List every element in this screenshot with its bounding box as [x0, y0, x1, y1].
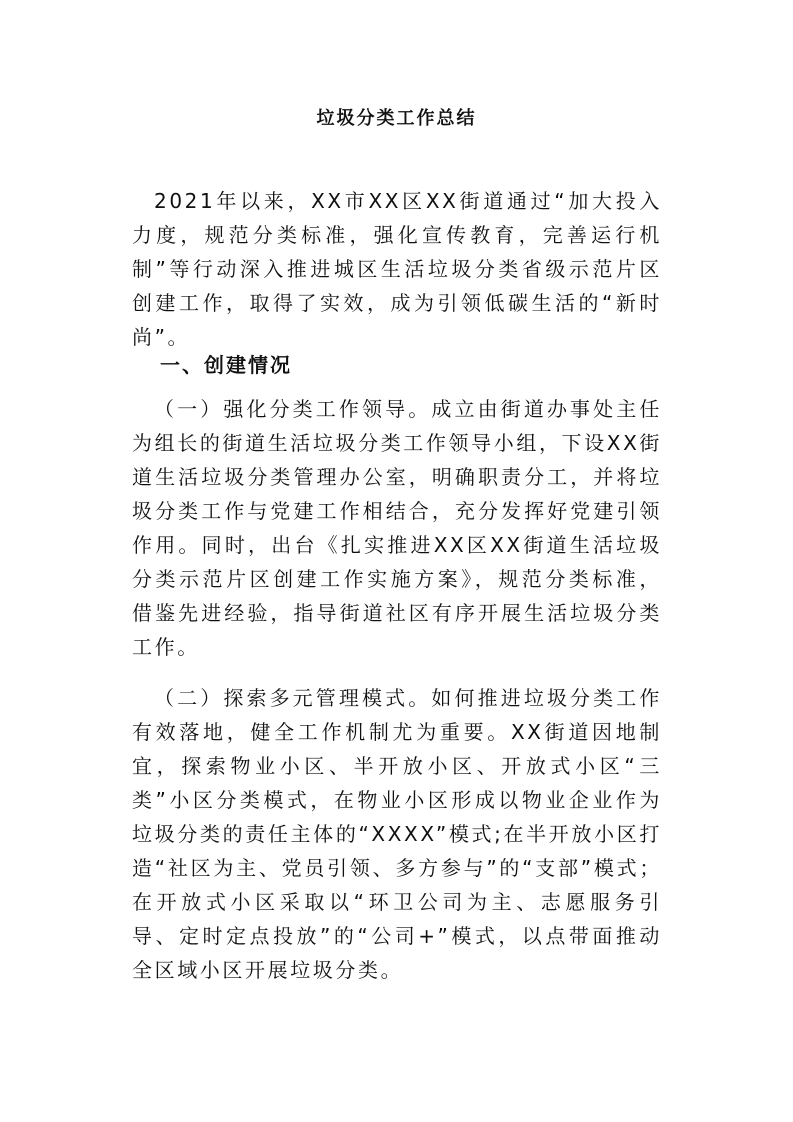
item-paragraph-2: （二）探索多元管理模式。如何推进垃圾分类工作有效落地，健全工作机制尤为重要。XX街道因地制宜，探索物业小区、半开放小区、开放式小区“三类”小区分类模式，在物业小区形成以物业企业作为垃圾分类的责任主体的“XXXX”模式;在半开放小区打造“社区为主、党员引领、多方参与”的“支部”模式；在开放式小区采取以“环卫公司为主、志愿服务引导、定时定点投放”的“公司+”模式，以点带面推动全区域小区开展垃圾分类。 — [132, 686, 662, 982]
item-paragraph-1: （一）强化分类工作领导。成立由街道办事处主任为组长的街道生活垃圾分类工作领导小组，下设XX街道生活垃圾分类管理办公室，明确职责分工，并将垃圾分类工作与党建工作相结合，充分发挥好党建引领作用。同时，出台《扎实推进XX区XX街道生活垃圾分类示范片区创建工作实施方案》，规范分类标准，借鉴先进经验，指导街道社区有序开展生活垃圾分类工作。 — [132, 397, 662, 659]
document-title: 垃圾分类工作总结 — [316, 108, 477, 129]
intro-paragraph: 2021年以来，XX市XX区XX街道通过“加大投入力度，规范分类标准，强化宣传教育，完善运行机制”等行动深入推进城区生活垃圾分类省级示范片区创建工作，取得了实效，成为引领低碳生活的“新时尚”。 — [132, 189, 662, 349]
section-heading: 一、创建情况 — [160, 353, 292, 377]
